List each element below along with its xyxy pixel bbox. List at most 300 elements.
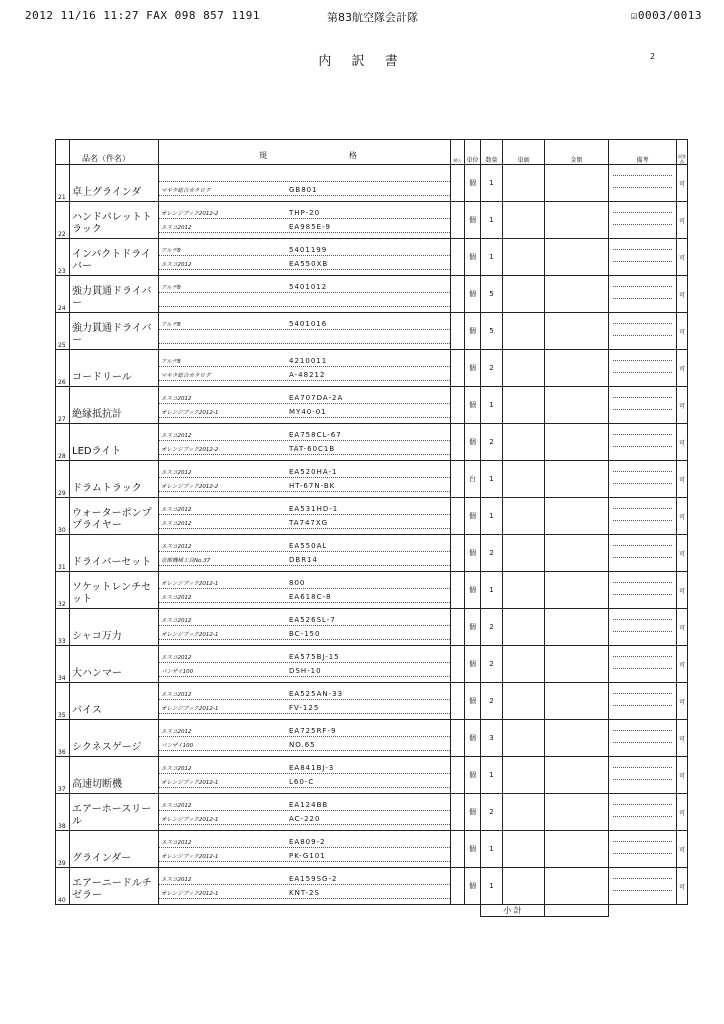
delivery-cell [451, 572, 465, 609]
page-number: 2 [650, 52, 656, 61]
equivalent-cell: 可 [677, 535, 688, 572]
fax-header-page-count: ☑0003/0013 [630, 9, 702, 22]
unit-cell: 個 [465, 794, 481, 831]
row-number: 31 [56, 535, 70, 572]
row-number: 23 [56, 239, 70, 276]
spec-model-code: EA550XB [289, 260, 329, 268]
spec-line [159, 467, 450, 478]
specification-cell [159, 461, 451, 498]
remarks-cell [609, 165, 677, 202]
unit-cell: 個 [465, 239, 481, 276]
spec-line [159, 296, 450, 307]
unit-price-cell [503, 498, 545, 535]
spec-model-code: A-48212 [289, 371, 326, 379]
table-header-row [56, 140, 688, 165]
spec-model-code: 5401016 [289, 320, 328, 328]
quantity-cell: 2 [481, 794, 503, 831]
amount-cell [545, 498, 609, 535]
unit-price-cell [503, 165, 545, 202]
specification-cell [159, 387, 451, 424]
spec-catalog: アルデ8 [161, 248, 181, 254]
spec-line [159, 222, 450, 233]
spec-model-code: TAT-60C1B [289, 445, 336, 453]
spec-line [159, 726, 450, 737]
unit-cell: 個 [465, 646, 481, 683]
fax-header-office: 第83航空隊会計隊 [327, 11, 418, 24]
spec-line [159, 629, 450, 640]
row-number: 33 [56, 609, 70, 646]
spec-model-code: EA531HD-1 [289, 505, 339, 513]
spec-catalog: エスコ2012 [161, 877, 192, 883]
spec-line [159, 282, 450, 293]
header-unit-price: 単価 [503, 140, 545, 165]
spec-line [159, 245, 450, 256]
specification-cell [159, 313, 451, 350]
spec-catalog: アルデ8 [161, 359, 181, 365]
unit-cell: 個 [465, 535, 481, 572]
spec-model-code: EA550AL [289, 542, 328, 550]
spec-catalog: オレンジブック2012-2 [161, 447, 219, 453]
spec-line [159, 763, 450, 774]
equivalent-cell: 可 [677, 202, 688, 239]
spec-line [159, 666, 450, 677]
row-number: 30 [56, 498, 70, 535]
specification-cell [159, 350, 451, 387]
item-name: エアーホースリール [70, 794, 159, 831]
table-row [56, 535, 688, 572]
quantity-cell: 2 [481, 646, 503, 683]
header-item-name: 品名（件名） [70, 140, 159, 165]
spec-catalog: エスコ2012 [161, 507, 192, 513]
spec-model-code: EA124BB [289, 801, 329, 809]
spec-catalog: 京都機械工具No.37 [161, 558, 211, 564]
item-name: バイス [70, 683, 159, 720]
unit-cell: 個 [465, 387, 481, 424]
spec-catalog: エスコ2012 [161, 595, 192, 601]
spec-model-code: 5401199 [289, 246, 328, 254]
table-row [56, 868, 688, 905]
equivalent-cell: 可 [677, 165, 688, 202]
amount-cell [545, 313, 609, 350]
quantity-cell: 2 [481, 350, 503, 387]
spec-line [159, 185, 450, 196]
spec-catalog: エスコ2012 [161, 840, 192, 846]
unit-price-cell [503, 868, 545, 905]
unit-price-cell [503, 831, 545, 868]
remarks-cell [609, 868, 677, 905]
unit-price-cell [503, 350, 545, 387]
header-remarks: 備考 [609, 140, 677, 165]
unit-price-cell [503, 239, 545, 276]
specification-cell [159, 424, 451, 461]
unit-cell: 個 [465, 202, 481, 239]
spec-model-code: EA526SL-7 [289, 616, 336, 624]
spec-model-code: EA841BJ-3 [289, 764, 335, 772]
quantity-cell: 5 [481, 313, 503, 350]
document-title: 内 訳 書 [318, 54, 406, 69]
row-number: 22 [56, 202, 70, 239]
delivery-cell [451, 609, 465, 646]
row-number: 25 [56, 313, 70, 350]
quantity-cell: 1 [481, 572, 503, 609]
item-name: グラインダー [70, 831, 159, 868]
table-row [56, 794, 688, 831]
remarks-cell [609, 757, 677, 794]
spec-line [159, 171, 450, 182]
remarks-cell [609, 831, 677, 868]
unit-cell: 個 [465, 350, 481, 387]
table-row [56, 202, 688, 239]
spec-line [159, 851, 450, 862]
spec-line [159, 319, 450, 330]
unit-cell: 個 [465, 313, 481, 350]
amount-cell [545, 572, 609, 609]
equivalent-cell: 可 [677, 387, 688, 424]
item-name: ソケットレンチセット [70, 572, 159, 609]
spec-catalog: バンザイ100 [161, 743, 194, 749]
amount-cell [545, 424, 609, 461]
spec-model-code: MY40-01 [289, 408, 327, 416]
item-name: 高速切断機 [70, 757, 159, 794]
table-row [56, 646, 688, 683]
remarks-cell [609, 646, 677, 683]
spec-line [159, 504, 450, 515]
remarks-cell [609, 572, 677, 609]
unit-price-cell [503, 424, 545, 461]
subtotal-amount [545, 905, 609, 917]
item-name: シクネスゲージ [70, 720, 159, 757]
specification-cell [159, 535, 451, 572]
header-spec-b: 格 [349, 151, 357, 160]
spec-catalog: エスコ2012 [161, 655, 192, 661]
remarks-cell [609, 202, 677, 239]
item-name: ドラムトラック [70, 461, 159, 498]
spec-model-code: EA809-2 [289, 838, 326, 846]
amount-cell [545, 868, 609, 905]
delivery-cell [451, 276, 465, 313]
equivalent-cell: 可 [677, 720, 688, 757]
equivalent-cell: 可 [677, 313, 688, 350]
unit-cell: 個 [465, 424, 481, 461]
quantity-cell: 1 [481, 498, 503, 535]
spec-model-code: DSH-10 [289, 667, 322, 675]
spec-catalog: エスコ2012 [161, 470, 192, 476]
remarks-cell [609, 276, 677, 313]
item-name: ハンドパレットトラック [70, 202, 159, 239]
delivery-cell [451, 387, 465, 424]
spec-model-code: KNT-2S [289, 889, 320, 897]
unit-price-cell [503, 461, 545, 498]
item-name: 絶縁抵抗計 [70, 387, 159, 424]
delivery-cell [451, 868, 465, 905]
delivery-cell [451, 535, 465, 572]
amount-cell [545, 239, 609, 276]
item-name: ドライバーセット [70, 535, 159, 572]
spec-catalog: エスコ2012 [161, 729, 192, 735]
quantity-cell: 1 [481, 239, 503, 276]
spec-line [159, 874, 450, 885]
header-specification [159, 140, 451, 165]
spec-line [159, 444, 450, 455]
unit-price-cell [503, 683, 545, 720]
unit-price-cell [503, 276, 545, 313]
specification-cell [159, 276, 451, 313]
quantity-cell: 2 [481, 609, 503, 646]
item-name: コードリール [70, 350, 159, 387]
row-number: 26 [56, 350, 70, 387]
specification-cell [159, 757, 451, 794]
unit-cell: 個 [465, 868, 481, 905]
spec-model-code: 4210011 [289, 357, 328, 365]
quantity-cell: 3 [481, 720, 503, 757]
table-row [56, 683, 688, 720]
spec-catalog: オレンジブック2012-1 [161, 632, 219, 638]
spec-line [159, 430, 450, 441]
table-row [56, 424, 688, 461]
spec-catalog: エスコ2012 [161, 544, 192, 550]
spec-model-code: TA747XG [289, 519, 329, 527]
quantity-cell: 2 [481, 424, 503, 461]
specification-cell [159, 646, 451, 683]
delivery-cell [451, 350, 465, 387]
spec-catalog: オレンジブック2012-1 [161, 854, 219, 860]
spec-catalog: エスコ2012 [161, 766, 192, 772]
spec-line [159, 888, 450, 899]
amount-cell [545, 683, 609, 720]
spec-line [159, 333, 450, 344]
amount-cell [545, 646, 609, 683]
remarks-cell [609, 535, 677, 572]
spec-catalog: エスコ2012 [161, 803, 192, 809]
spec-model-code: NO.65 [289, 741, 316, 749]
delivery-cell [451, 165, 465, 202]
quantity-cell: 1 [481, 165, 503, 202]
unit-cell: 個 [465, 276, 481, 313]
equivalent-cell: 可 [677, 572, 688, 609]
amount-cell [545, 609, 609, 646]
spec-line [159, 740, 450, 751]
equivalent-cell: 可 [677, 794, 688, 831]
spec-catalog: バンザイ100 [161, 669, 194, 675]
row-number: 35 [56, 683, 70, 720]
specification-cell [159, 683, 451, 720]
spec-model-code: AC-220 [289, 815, 321, 823]
equivalent-cell: 可 [677, 646, 688, 683]
spec-catalog: マキタ総合カタログ [161, 373, 211, 379]
header-spec-a: 規 [259, 151, 267, 160]
quantity-cell: 2 [481, 535, 503, 572]
table-row [56, 609, 688, 646]
unit-price-cell [503, 757, 545, 794]
amount-cell [545, 535, 609, 572]
delivery-cell [451, 313, 465, 350]
quantity-cell: 1 [481, 461, 503, 498]
amount-cell [545, 276, 609, 313]
spec-model-code: L60-C [289, 778, 315, 786]
table-row [56, 831, 688, 868]
unit-price-cell [503, 572, 545, 609]
remarks-cell [609, 498, 677, 535]
spec-catalog: アルデ8 [161, 285, 181, 291]
equivalent-cell: 可 [677, 239, 688, 276]
spec-line [159, 393, 450, 404]
unit-cell: 台 [465, 461, 481, 498]
spec-model-code: 800 [289, 579, 306, 587]
remarks-cell [609, 794, 677, 831]
spec-catalog: オレンジブック2012-1 [161, 891, 219, 897]
spec-line [159, 407, 450, 418]
unit-price-cell [503, 202, 545, 239]
row-number: 27 [56, 387, 70, 424]
table-row [56, 720, 688, 757]
spec-model-code: FV-125 [289, 704, 320, 712]
equivalent-cell: 可 [677, 276, 688, 313]
spec-catalog: オレンジブック2012-2 [161, 211, 219, 217]
equivalent-cell: 可 [677, 868, 688, 905]
remarks-cell [609, 683, 677, 720]
amount-cell [545, 387, 609, 424]
spec-line [159, 800, 450, 811]
unit-cell: 個 [465, 720, 481, 757]
specification-cell [159, 165, 451, 202]
amount-cell [545, 165, 609, 202]
unit-price-cell [503, 794, 545, 831]
spec-catalog: エスコ2012 [161, 433, 192, 439]
equivalent-cell: 可 [677, 350, 688, 387]
table-row [56, 461, 688, 498]
unit-cell: 個 [465, 572, 481, 609]
remarks-cell [609, 387, 677, 424]
spec-catalog: エスコ2012 [161, 262, 192, 268]
amount-cell [545, 350, 609, 387]
quantity-cell: 1 [481, 387, 503, 424]
item-name: ウォーターポンププライヤー [70, 498, 159, 535]
spec-line [159, 592, 450, 603]
remarks-cell [609, 609, 677, 646]
spec-line [159, 555, 450, 566]
equivalent-cell: 可 [677, 498, 688, 535]
row-number: 21 [56, 165, 70, 202]
spec-line [159, 652, 450, 663]
spec-model-code: EA985E-9 [289, 223, 331, 231]
row-number: 28 [56, 424, 70, 461]
spec-line [159, 615, 450, 626]
item-name: 強力貫通ドライバー [70, 313, 159, 350]
spec-model-code: BC-150 [289, 630, 321, 638]
remarks-cell [609, 239, 677, 276]
table-row [56, 276, 688, 313]
row-number: 38 [56, 794, 70, 831]
unit-cell: 個 [465, 831, 481, 868]
specification-cell [159, 202, 451, 239]
specification-cell [159, 720, 451, 757]
spec-line [159, 208, 450, 219]
spec-model-code: EA618C-8 [289, 593, 332, 601]
spec-line [159, 259, 450, 270]
specification-cell [159, 239, 451, 276]
spec-catalog: オレンジブック2012-1 [161, 410, 219, 416]
delivery-cell [451, 720, 465, 757]
spec-model-code: THP-20 [289, 209, 321, 217]
specification-cell [159, 831, 451, 868]
spec-catalog: オレンジブック2012-1 [161, 780, 219, 786]
subtotal-row [56, 905, 688, 917]
unit-cell: 個 [465, 757, 481, 794]
spec-model-code: 5401012 [289, 283, 328, 291]
item-name: 卓上グラインダ [70, 165, 159, 202]
amount-cell [545, 757, 609, 794]
spec-model-code: HT-67N-BK [289, 482, 336, 490]
row-number: 36 [56, 720, 70, 757]
equivalent-cell: 可 [677, 461, 688, 498]
equivalent-cell: 可 [677, 424, 688, 461]
quantity-cell: 1 [481, 757, 503, 794]
quantity-cell: 1 [481, 831, 503, 868]
delivery-cell [451, 794, 465, 831]
delivery-cell [451, 831, 465, 868]
quantity-cell: 5 [481, 276, 503, 313]
spec-model-code: DBR14 [289, 556, 318, 564]
item-name: インパクトドライバー [70, 239, 159, 276]
fax-header-sender: 2012 11/16 11:27 FAX 098 857 1191 [25, 9, 261, 22]
spec-model-code: EA525AN-33 [289, 690, 344, 698]
quantity-cell: 1 [481, 868, 503, 905]
spec-catalog: エスコ2012 [161, 396, 192, 402]
remarks-cell [609, 461, 677, 498]
specification-cell [159, 572, 451, 609]
header-unit: 単位 [465, 140, 481, 165]
unit-price-cell [503, 387, 545, 424]
amount-cell [545, 202, 609, 239]
header-equivalent: 同等品 [677, 140, 688, 165]
spec-line [159, 578, 450, 589]
row-number: 37 [56, 757, 70, 794]
remarks-cell [609, 313, 677, 350]
item-name: 大ハンマー [70, 646, 159, 683]
quantity-cell: 1 [481, 202, 503, 239]
delivery-cell [451, 202, 465, 239]
amount-cell [545, 794, 609, 831]
row-number: 29 [56, 461, 70, 498]
spec-catalog: オレンジブック2012-1 [161, 817, 219, 823]
specification-cell [159, 609, 451, 646]
spec-line [159, 370, 450, 381]
table-row [56, 239, 688, 276]
unit-price-cell [503, 535, 545, 572]
table-row [56, 350, 688, 387]
spec-catalog: オレンジブック2012-1 [161, 581, 219, 587]
table-row [56, 757, 688, 794]
spec-line [159, 689, 450, 700]
spec-line [159, 777, 450, 788]
spec-line [159, 703, 450, 714]
specification-cell [159, 498, 451, 535]
equivalent-cell: 可 [677, 609, 688, 646]
table-row [56, 313, 688, 350]
item-name: シャコ万力 [70, 609, 159, 646]
row-number: 40 [56, 868, 70, 905]
unit-cell: 個 [465, 498, 481, 535]
spec-catalog: エスコ2012 [161, 521, 192, 527]
breakdown-table [55, 139, 688, 917]
header-row-number [56, 140, 70, 165]
specification-cell [159, 794, 451, 831]
spec-model-code: EA159SG-2 [289, 875, 338, 883]
equivalent-cell: 可 [677, 757, 688, 794]
equivalent-cell: 可 [677, 831, 688, 868]
delivery-cell [451, 461, 465, 498]
delivery-cell [451, 424, 465, 461]
